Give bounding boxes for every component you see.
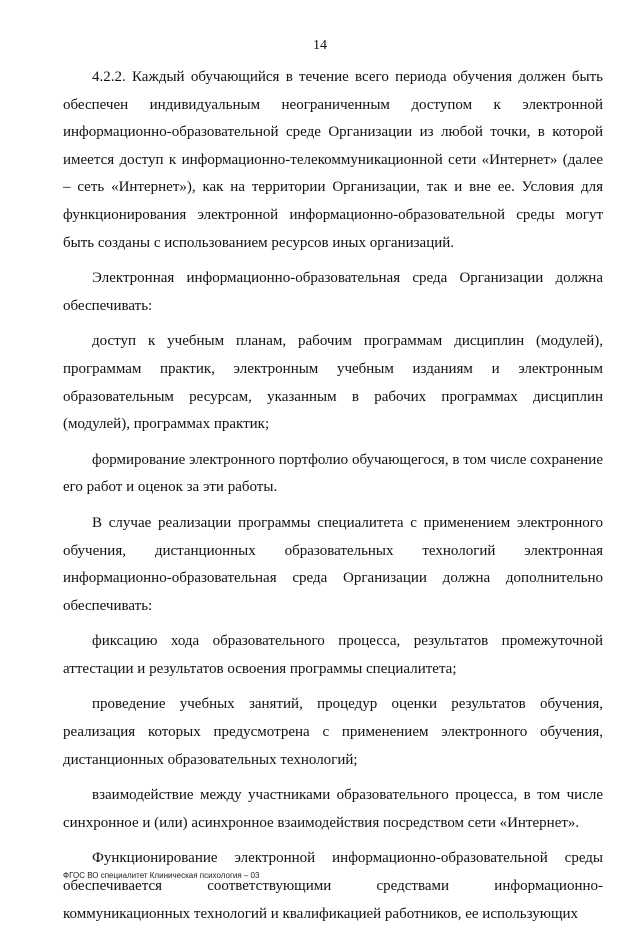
- footer-standard-code: ФГОС ВО специалитет Клиническая психология – 03: [63, 871, 260, 880]
- paragraph-recording-item: фиксацию хода образовательного процесса, результатов промежуточной аттестации и результатов освоения программы специалитета;: [63, 633, 603, 677]
- paragraph-4-2-2: 4.2.2. Каждый обучающийся в течение всего периода обучения должен быть обеспечен индивидуальным неограниченным доступом к электронной информационно-образовательной среде Организации из любой точки, в которой имеется доступ к информационно-телекоммуникационной сети «Интернет» (далее – сеть «Интернет»), как на территории Организации, так и вне ее. Условия для функционирования электронной информационно-образовательной среды могут быть созданы с использованием ресурсов иных организаций.: [63, 69, 603, 251]
- page-number: 14: [313, 38, 327, 53]
- paragraph-access-item: доступ к учебным планам, рабочим программам дисциплин (модулей), программам практик, электронным учебным изданиям и электронным образовательным ресурсам, указанным в рабочих программах дисциплин (модулей), программах практик;: [63, 333, 603, 433]
- paragraph-elearning-intro: В случае реализации программы специалитета с применением электронного обучения, дистанционных образовательных технологий электронная информационно-образовательная среда Организации должна дополнительно обеспечивать:: [63, 514, 603, 614]
- paragraph-classes-item: проведение учебных занятий, процедур оценки результатов обучения, реализация которых предусмотрена с применением электронного обучения, дистанционных образовательных технологий;: [63, 696, 603, 768]
- paragraph-portfolio-item: формирование электронного портфолио обучающегося, в том числе сохранение его работ и оценок за эти работы.: [63, 451, 603, 496]
- paragraph-interaction-item: взаимодействие между участниками образовательного процесса, в том числе синхронное и (или) асинхронное взаимодействия посредством сети «Интернет».: [63, 787, 603, 831]
- paragraph-environment-intro: Электронная информационно-образовательная среда Организации должна обеспечивать:: [63, 270, 603, 314]
- document-body: [63, 64, 603, 928]
- paragraph-functioning: Функционирование электронной информационно-образовательной среды обеспечивается соответствующими средствами информационно-коммуникационных технологий и квалификацией работников, ее использующих: [63, 850, 603, 922]
